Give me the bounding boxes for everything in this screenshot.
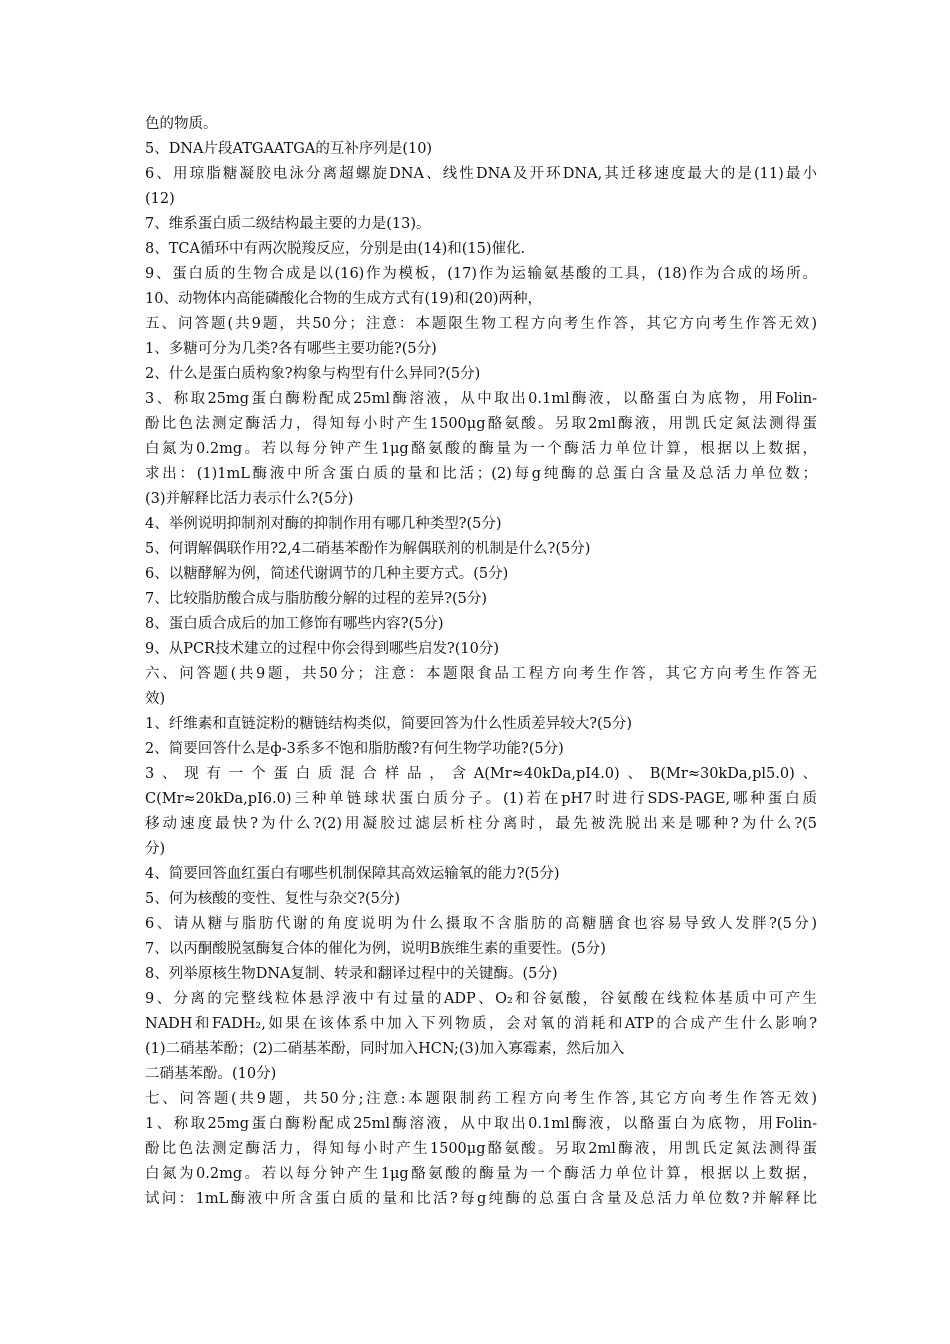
question-item: 1、纤维素和直链淀粉的糖链结构类似，简要回答为什么性质差异较大?(5分) [145, 716, 633, 732]
question-item: 9、从PCR技术建立的过程中你会得到哪些启发?(10分) [145, 641, 500, 657]
text-line: 白氮为0.2mg。若以每分钟产生1μg酪氨酸的酶量为一个酶活力单位计算，根据以上数据， [145, 441, 817, 457]
text-line: C(Mr≈20kDa,pI6.0)三种单链球状蛋白质分子。(1)若在pH7时进行SDS-PAGE,哪种蛋白质 [145, 791, 817, 807]
question-item: 4、简要回答血红蛋白有哪些机制保障其高效运输氧的能力?(5分) [145, 866, 560, 882]
question-item: 5、何为核酸的变性、复性与杂交?(5分) [145, 891, 401, 907]
question-item: 7、以丙酮酸脱氢酶复合体的催化为例，说明B族维生素的重要性。(5分) [145, 941, 606, 957]
section-heading: 五、问答题(共9题，共50分；注意：本题限生物工程方向考生作答，其它方向考生作答无效) [145, 316, 817, 332]
text-line: 酚比色法测定酶活力，得知每小时产生1500μg酪氨酸。另取2ml酶液，用凯氏定氮法测得蛋 [145, 416, 817, 432]
text-line: 9、蛋白质的生物合成是以(16)作为模板，(17)作为运输氨基酸的工具，(18)作为合成的场所。 [145, 266, 817, 282]
text-line: 试问：1mL酶液中所含蛋白质的量和比活?每g纯酶的总蛋白含量及总活力单位数?并解释比 [145, 1191, 817, 1207]
question-item: 4、举例说明抑制剂对酶的抑制作用有哪几种类型?(5分) [145, 516, 502, 532]
text-line: 效) [145, 691, 166, 707]
text-line: 二硝基苯酚。(10分) [145, 1066, 277, 1082]
question-item: 2、什么是蛋白质构象?构象与构型有什么异同?(5分) [145, 366, 481, 382]
section-heading: 七、问答题(共9题，共50分;注意:本题限制药工程方向考生作答,其它方向考生作答无效) [145, 1091, 817, 1107]
text-line: 10、动物体内高能磷酸化合物的生成方式有(19)和(20)两种， [145, 291, 542, 307]
text-line: (3)并解释比活力表示什么?(5分) [145, 491, 354, 507]
document-page [145, 112, 817, 1212]
question-item: 1、多糖可分为几类?各有哪些主要功能?(5分) [145, 341, 437, 357]
question-item: 6、请从糖与脂肪代谢的角度说明为什么摄取不含脂肪的高糖膳食也容易导致人发胖?(5分) [145, 916, 817, 932]
question-item: 3、现有一个蛋白质混合样品，含A(Mr≈40kDa,pI4.0)、B(Mr≈30kDa,pl5.0)、 [145, 766, 817, 782]
text-line: 求出：(1)1mL酶液中所含蛋白质的量和比活；(2)每g纯酶的总蛋白含量及总活力单位数； [145, 466, 817, 482]
text-line: (12) [145, 191, 175, 207]
text-line: 分) [145, 841, 166, 857]
question-item: 1、称取25mg蛋白酶粉配成25ml酶溶液，从中取出0.1ml酶液，以酪蛋白为底物，用Folin- [145, 1116, 817, 1132]
question-item: 9、分离的完整线粒体悬浮液中有过量的ADP、O₂和谷氨酸，谷氨酸在线粒体基质中可产生 [145, 991, 817, 1007]
text-line: 酚比色法测定酶活力，得知每小时产生1500μg酪氨酸。另取2ml酶液，用凯氏定氮法测得蛋 [145, 1141, 817, 1157]
question-item: 8、蛋白质合成后的加工修饰有哪些内容?(5分) [145, 616, 444, 632]
question-item: 5、何谓解偶联作用?2,4二硝基苯酚作为解偶联剂的机制是什么?(5分) [145, 541, 591, 557]
text-line: 移动速度最快?为什么?(2)用凝胶过滤层析柱分离时，最先被洗脱出来是哪种?为什么?(5 [145, 816, 817, 832]
text-line: 6、用琼脂糖凝胶电泳分离超螺旋DNA、线性DNA及开环DNA,其迁移速度最大的是(11)最小 [145, 166, 817, 182]
text-line: 白氮为0.2mg。若以每分钟产生1μg酪氨酸的酶量为一个酶活力单位计算，根据以上数据， [145, 1166, 817, 1182]
text-line: 色的物质。 [145, 116, 218, 132]
text-line: 5、DNA片段ATGAATGA的互补序列是(10) [145, 141, 433, 157]
question-item: 7、比较脂肪酸合成与脂肪酸分解的过程的差异?(5分) [145, 591, 488, 607]
question-item: 6、以糖酵解为例，简述代谢调节的几种主要方式。(5分) [145, 566, 509, 582]
text-line: NADH和FADH₂,如果在该体系中加入下列物质，会对氧的消耗和ATP的合成产生什么影响? [145, 1016, 817, 1032]
question-item: 8、列举原核生物DNA复制、转录和翻译过程中的关键酶。(5分) [145, 966, 558, 982]
question-item: 2、简要回答什么是ф-3系多不饱和脂肪酸?有何生物学功能?(5分) [145, 741, 564, 757]
question-item: 3、称取25mg蛋白酶粉配成25ml酶溶液，从中取出0.1ml酶液，以酪蛋白为底物，用Folin- [145, 391, 817, 407]
text-line: (1)二硝基苯酚；(2)二硝基苯酚，同时加入HCN;(3)加入寡霉素，然后加入 [145, 1041, 625, 1057]
section-heading: 六、问答题(共9题，共50分；注意：本题限食品工程方向考生作答，其它方向考生作答无 [145, 666, 817, 682]
text-line: 7、维系蛋白质二级结构最主要的力是(13)。 [145, 216, 431, 232]
text-line: 8、TCA循环中有两次脱羧反应，分别是由(14)和(15)催化. [145, 241, 526, 257]
